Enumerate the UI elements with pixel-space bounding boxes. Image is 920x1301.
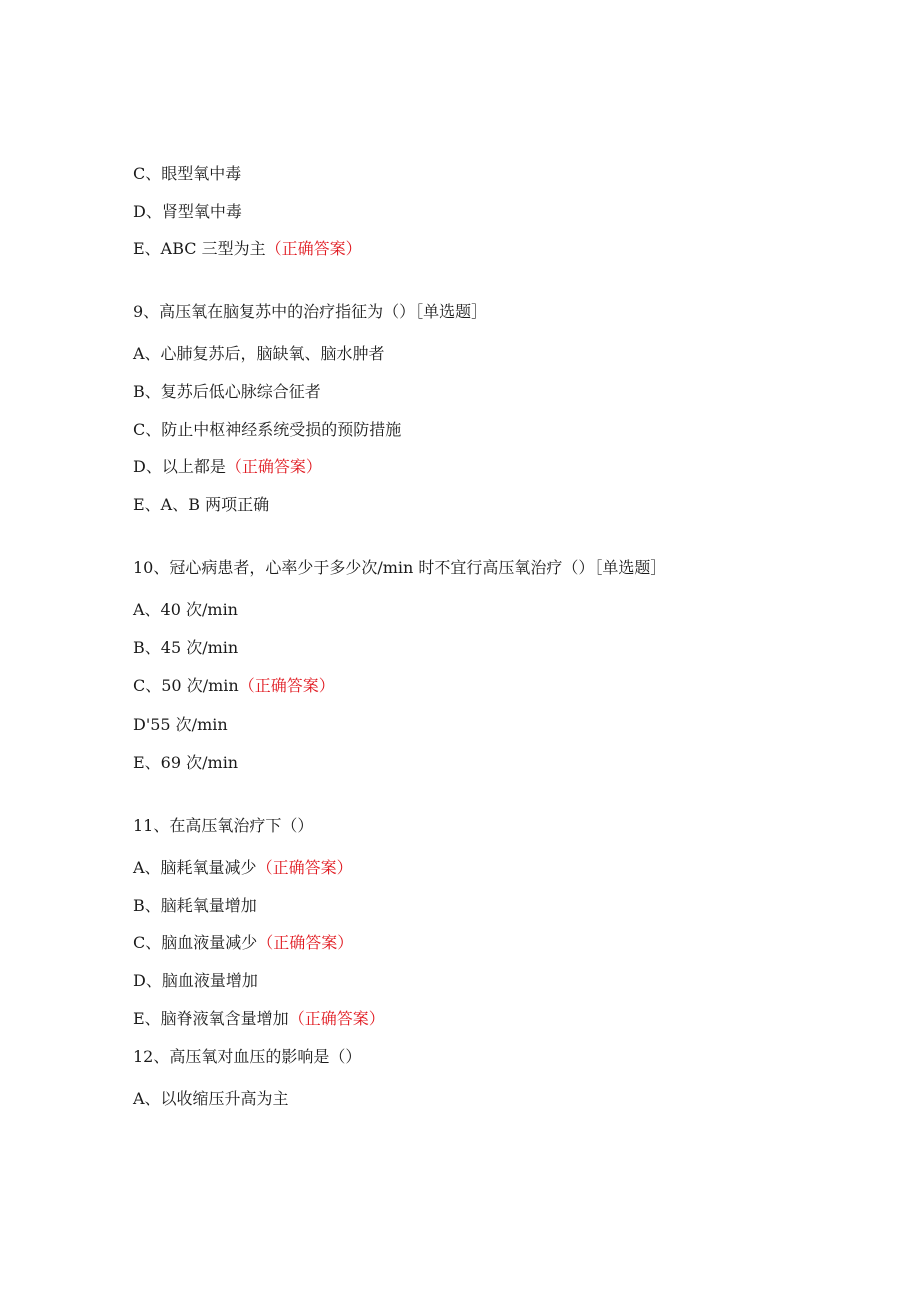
option-b-q10	[133, 638, 238, 658]
option-c-q8	[133, 164, 241, 184]
option-text: D、以上都是	[133, 457, 226, 476]
option-text: B、复苏后低心脉综合征者	[133, 382, 321, 401]
option-text: C、防止中枢神经系统受损的预防措施	[133, 420, 402, 439]
correct-answer-mark: （正确答案）	[257, 933, 354, 952]
question-text: 10、冠心病患者，心率少于多少次/min 时不宜行高压氧治疗（）［单选题］	[133, 558, 667, 577]
option-e-q9	[133, 495, 269, 515]
option-text: A、心肺复苏后，脑缺氧、脑水肿者	[133, 344, 385, 363]
option-text: A、40 次/min	[133, 600, 238, 619]
option-text: C、脑血液量减少	[133, 933, 258, 952]
question-text: 11、在高压氧治疗下（）	[133, 816, 314, 835]
question-text: 9、高压氧在脑复苏中的治疗指征为（）［单选题］	[133, 302, 488, 321]
option-text: A、以收缩压升高为主	[133, 1089, 289, 1108]
option-text: B、45 次/min	[133, 638, 239, 657]
option-e-q11	[133, 1009, 385, 1029]
option-d-q8	[133, 202, 242, 222]
question-10	[133, 558, 666, 578]
option-c-q11	[133, 933, 353, 953]
option-text: E、ABC 三型为主	[133, 239, 266, 258]
option-e-q10	[133, 753, 238, 773]
option-e-q8	[133, 239, 362, 259]
question-12	[133, 1047, 361, 1067]
option-text: A、脑耗氧量减少	[133, 858, 257, 877]
option-text: C、50 次/min	[133, 676, 239, 695]
option-text: E、69 次/min	[133, 753, 239, 772]
question-text: 12、高压氧对血压的影响是（）	[133, 1047, 362, 1066]
correct-answer-mark: （正确答案）	[256, 858, 353, 877]
option-text: C、眼型氧中毒	[133, 164, 242, 183]
option-a-q9	[133, 344, 385, 364]
option-text: E、脑脊液氧含量增加	[133, 1009, 289, 1028]
option-d-q11	[133, 971, 258, 991]
option-text: D、肾型氧中毒	[133, 202, 242, 221]
option-text: E、A、B 两项正确	[133, 495, 270, 514]
option-b-q9	[133, 382, 321, 402]
question-9	[133, 302, 487, 322]
correct-answer-mark: （正确答案）	[238, 676, 335, 695]
option-text: B、脑耗氧量增加	[133, 896, 257, 915]
question-11	[133, 816, 313, 836]
option-a-q12	[133, 1089, 289, 1109]
option-d-q10	[133, 715, 228, 735]
option-text: D'55 次/min	[133, 715, 228, 734]
correct-answer-mark: （正确答案）	[265, 239, 362, 258]
option-a-q10	[133, 600, 238, 620]
option-text: D、脑血液量增加	[133, 971, 258, 990]
option-c-q9	[133, 420, 401, 440]
option-a-q11	[133, 858, 353, 878]
option-c-q10	[133, 676, 335, 696]
option-d-q9	[133, 457, 322, 477]
correct-answer-mark: （正确答案）	[225, 457, 322, 476]
correct-answer-mark: （正确答案）	[288, 1009, 385, 1028]
option-b-q11	[133, 896, 257, 916]
